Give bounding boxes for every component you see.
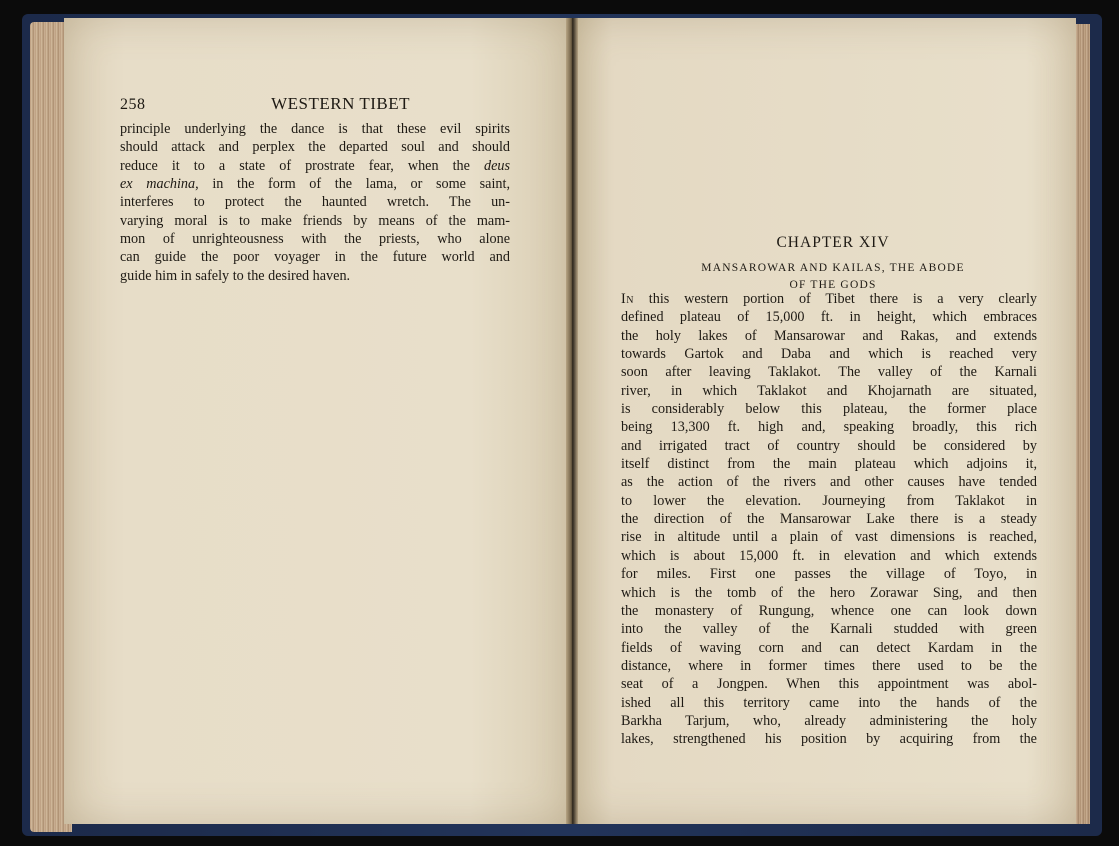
text-line: river, in which Taklakot and Khojarnath are situated,	[621, 382, 1037, 399]
text-line: varying moral is to make friends by means of the mam-	[120, 212, 510, 229]
text-line: for miles. First one passes the village of Toyo, in	[621, 566, 1037, 583]
text-line: being 13,300 ft. high and, speaking broadly, this rich	[621, 419, 1037, 436]
text-line: In this western portion of Tibet there is a very clearly	[621, 291, 1037, 307]
text-line: guide him in safely to the desired haven.	[120, 267, 351, 284]
chapter-subtitle: MANSAROWAR AND KAILAS, THE ABODE OF THE GODS	[701, 262, 965, 291]
text-line: soon after leaving Taklakot. The valley of the Karnali	[621, 364, 1037, 381]
text-line: towards Gartok and Daba and which is reached very	[621, 346, 1037, 363]
text-line: ished all this territory came into the hands of the	[621, 694, 1037, 711]
text-line: and irrigated tract of country should be considered by	[621, 437, 1037, 454]
text-line: itself distinct from the main plateau which adjoins it,	[621, 456, 1037, 473]
book-gutter	[566, 18, 578, 824]
running-head	[120, 94, 450, 116]
drop-word: In	[621, 291, 634, 307]
text-line: the holy lakes of Mansarowar and Rakas, and extends	[621, 327, 1037, 344]
italic-ex-machina: ex machina	[120, 176, 196, 193]
text-line: ex machina, in the form of the lama, or some saint,	[120, 176, 510, 193]
text-line: is considerably below this plateau, the former place	[621, 401, 1037, 418]
text-line: can guide the poor voyager in the future world and	[120, 249, 510, 266]
chapter-heading: CHAPTER XIV	[776, 234, 890, 251]
text-line: reduce it to a state of prostrate fear, when the deus	[120, 157, 510, 174]
text-line: the direction of the Mansarowar Lake there is a steady	[621, 511, 1037, 528]
text-line: as the action of the rivers and other causes have tended	[621, 474, 1037, 491]
text-line: to lower the elevation. Journeying from Taklakot in	[621, 492, 1037, 509]
text-line: principle underlying the dance is that these evil spirits	[120, 121, 510, 137]
page-number: 258	[120, 96, 146, 113]
text-line: should attack and perplex the departed soul and should	[120, 139, 510, 156]
text-line: fields of waving corn and can detect Kardam in the	[621, 639, 1037, 656]
running-head-title: WESTERN TIBET	[271, 94, 410, 113]
text-line: Barkha Tarjum, who, already administering the holy	[621, 712, 1037, 729]
italic-deus: deus	[483, 157, 510, 174]
text-line: which is the tomb of the hero Zorawar Sing, and then	[621, 584, 1037, 601]
text-line: into the valley of the Karnali studded with green	[621, 621, 1037, 638]
text-line: mon of unrighteousness with the priests, who alone	[120, 231, 510, 248]
text-line: which is about 15,000 ft. in elevation and which extends	[621, 547, 1037, 564]
left-page-text	[120, 120, 510, 285]
text-line: seat of a Jongpen. When this appointment was abol-	[621, 676, 1037, 693]
text-line: rise in altitude until a plain of vast dimensions is reached,	[621, 529, 1037, 546]
right-page-text	[621, 290, 1037, 749]
text-line: the monastery of Rungung, whence one can look down	[621, 602, 1037, 619]
text-line: distance, where in former times there used to be the	[621, 657, 1037, 674]
text-line: lakes, strengthened his position by acquiring from the	[621, 731, 1037, 748]
text-line: interferes to protect the haunted wretch. The un-	[120, 194, 510, 211]
text-line: defined plateau of 15,000 ft. in height, which embraces	[621, 309, 1037, 326]
